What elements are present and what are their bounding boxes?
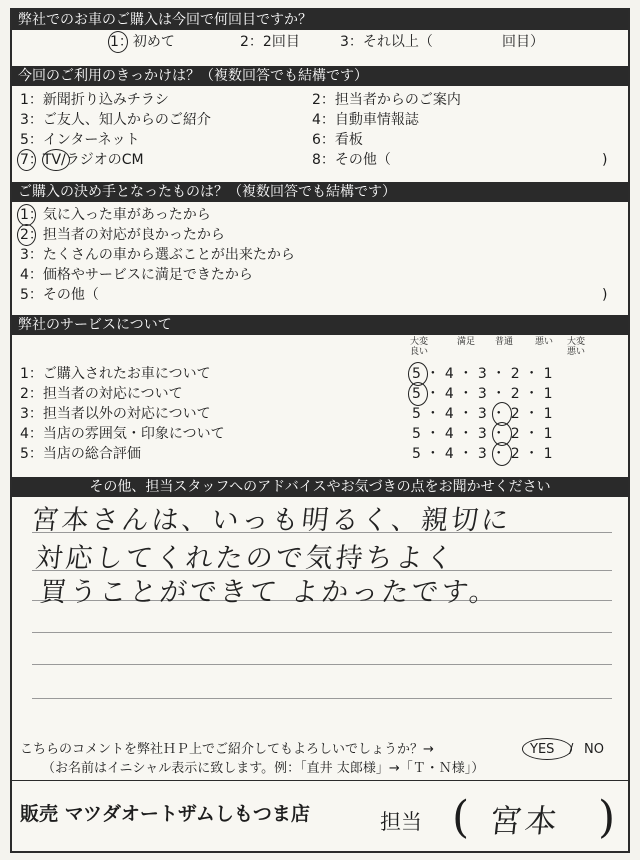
q1-option-3-suffix: 回目） <box>502 34 544 50</box>
q4-item-1: 1：ご購入されたお車について <box>20 366 211 382</box>
staff-close-paren: ) <box>598 792 616 843</box>
q1-option-1: 1：初めて <box>110 34 175 50</box>
q2-item-4: 4：自動車情報誌 <box>312 112 419 128</box>
q4-item-2-scale: 5・4・3・2・1 <box>412 386 558 402</box>
answer-circle <box>408 382 428 406</box>
q4-item-3-scale: 5・4・3・2・1 <box>412 406 558 422</box>
q4-item-4-scale: 5・4・3・2・1 <box>412 426 558 442</box>
q3-item-2: 2：担当者の対応が良かったから <box>20 227 225 243</box>
q2-item-2: 2：担当者からのご案内 <box>312 92 461 108</box>
scale-label-normal: 普通 <box>494 337 513 347</box>
ruled-line <box>32 698 612 699</box>
handwritten-comment-line-2: 対応してくれたので気持ちよく <box>34 543 458 574</box>
survey-form <box>10 8 630 853</box>
staff-open-paren: ( <box>452 792 470 843</box>
q2-item-3: 3：ご友人、知人からのご紹介 <box>20 112 211 128</box>
consent-no: NO <box>584 742 604 757</box>
answer-circle <box>522 738 572 760</box>
answer-circle <box>108 31 128 53</box>
q2-close-paren: ) <box>602 152 608 168</box>
q2-item-6: 6：看板 <box>312 132 363 148</box>
answer-circle <box>17 149 36 171</box>
q3-close-paren: ) <box>602 287 608 303</box>
staff-label: 担当 <box>380 810 422 834</box>
q4-item-4: 4：当店の雰囲気・印象について <box>20 426 225 442</box>
consent-slash: / <box>569 742 574 757</box>
scale-label-very-bad: 大変悪い <box>566 337 585 357</box>
q2-item-5: 5：インターネット <box>20 132 140 148</box>
q1-header: 弊社でのお車のご購入は今回で何回目ですか？ <box>12 10 628 30</box>
consent-yes: YES <box>530 742 555 757</box>
answer-circle <box>17 224 36 246</box>
q2-item-1: 1：新聞折り込みチラシ <box>20 92 169 108</box>
q4-item-5-scale: 5・4・3・2・1 <box>412 446 558 462</box>
staff-name-handwritten: 宮本 <box>487 802 562 840</box>
handwritten-comment-line-1: 宮本さんは、いっも明るく、親切に <box>30 505 513 536</box>
q3-item-1: 1：気に入った車があったから <box>20 207 211 223</box>
scale-label-very-good: 大変良い <box>409 337 428 357</box>
q3-item-5: 5：その他（ <box>20 287 99 303</box>
answer-circle <box>42 149 70 171</box>
consent-note: （お名前はイニシャル表示に致します。例：「直井 太郎様」→「Ｔ・Ｎ様」） <box>42 761 485 776</box>
answer-circle <box>492 442 512 466</box>
q2-item-8: 8：その他（ <box>312 152 391 168</box>
q4-item-1-scale: 5・4・3・2・1 <box>412 366 558 382</box>
q3-header: ご購入の決め手となったものは？（複数回答でも結構です） <box>12 182 628 202</box>
q2-header: 今回のご利用のきっかけは？（複数回答でも結構です） <box>12 66 628 86</box>
q3-item-4: 4：価格やサービスに満足できたから <box>20 267 253 283</box>
footer-divider <box>12 780 628 781</box>
ruled-line <box>32 664 612 665</box>
scale-label-satisfied: 満足 <box>456 337 475 347</box>
q4-header: 弊社のサービスについて <box>12 315 628 335</box>
answer-circle <box>17 204 36 226</box>
q1-option-3: 3：それ以上（ <box>340 34 433 50</box>
q3-item-3: 3：たくさんの車から選ぶことが出来たから <box>20 247 295 263</box>
consent-question: こちらのコメントを弊社ＨＰ上でご紹介してもよろしいでしょうか？→ <box>20 742 434 757</box>
ruled-line <box>32 632 612 633</box>
q4-item-5: 5：当店の総合評価 <box>20 446 141 462</box>
shop-name: 販売 マツダオートザムしもつま店 <box>20 803 310 825</box>
q1-option-2: 2：2回目 <box>240 34 300 50</box>
q2-item-7: 7：TV/ラジオのCM <box>20 152 144 168</box>
q4-item-2: 2：担当者の対応について <box>20 386 183 402</box>
scale-label-bad: 悪い <box>534 337 553 347</box>
q5-header: その他、担当スタッフへのアドバイスやお気づきの点をお聞かせください <box>12 477 628 497</box>
handwritten-comment-line-3: 買うことができて よかったです。 <box>38 577 501 608</box>
q4-item-3: 3：担当者以外の対応について <box>20 406 211 422</box>
